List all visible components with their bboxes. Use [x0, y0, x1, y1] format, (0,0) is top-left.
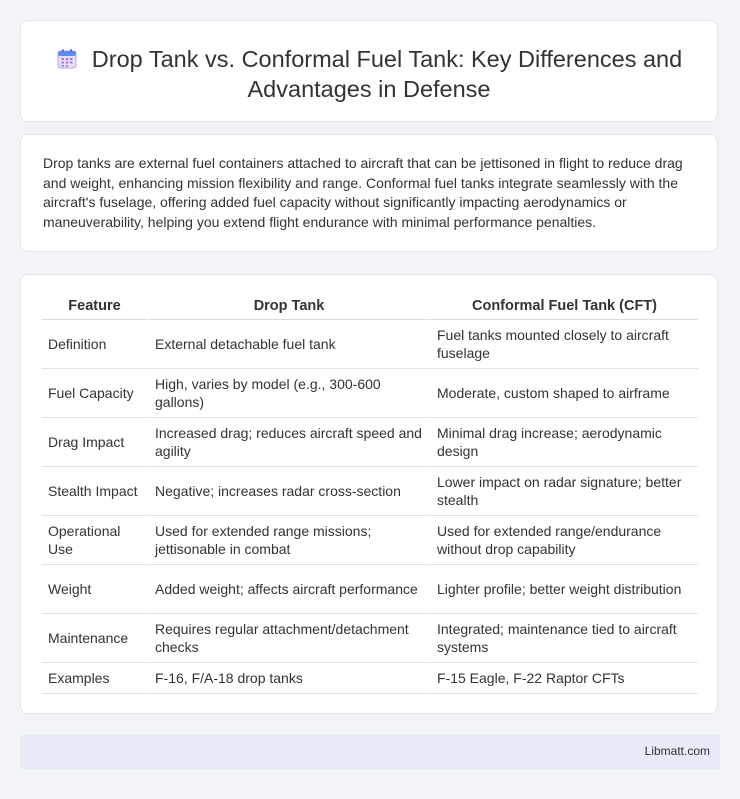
- header-cft: Conformal Fuel Tank (CFT): [429, 291, 698, 320]
- row-drop-tank: Added weight; affects aircraft performance: [147, 565, 429, 614]
- row-drop-tank: Used for extended range missions; jettisonable in combat: [147, 516, 429, 565]
- row-cft: Moderate, custom shaped to airframe: [429, 369, 698, 418]
- comparison-table: [42, 291, 698, 694]
- page-title: [51, 44, 687, 104]
- row-feature: Weight: [42, 565, 147, 614]
- table-row: [42, 614, 698, 663]
- header-drop-tank: Drop Tank: [147, 291, 429, 320]
- header-feature: Feature: [42, 291, 147, 320]
- table-row: [42, 516, 698, 565]
- row-feature: Examples: [42, 663, 147, 694]
- table-row: [42, 320, 698, 369]
- calendar-icon: [56, 47, 78, 69]
- table-header-row: [42, 291, 698, 320]
- row-feature: Maintenance: [42, 614, 147, 663]
- table-row: [42, 467, 698, 516]
- table-row: [42, 663, 698, 694]
- row-drop-tank: High, varies by model (e.g., 300-600 gallons): [147, 369, 429, 418]
- table-row: [42, 369, 698, 418]
- row-drop-tank: Negative; increases radar cross-section: [147, 467, 429, 516]
- row-drop-tank: Requires regular attachment/detachment checks: [147, 614, 429, 663]
- row-cft: Used for extended range/endurance without drop capability: [429, 516, 698, 565]
- intro-text: Drop tanks are external fuel containers attached to aircraft that can be jettisoned in flight to reduce drag and weight, enhancing mission flexibility and range. Conformal fuel tanks integrate seamlessly with the aircraft's fuselage, offering added fuel capacity without significantly impacting aerodynamics or maneuverability, helping you extend flight endurance with minimal performance penalties.: [43, 155, 683, 230]
- row-feature: Stealth Impact: [42, 467, 147, 516]
- row-cft: Lighter profile; better weight distribution: [429, 565, 698, 614]
- footer-bar: [20, 735, 720, 769]
- comparison-card: [20, 274, 718, 714]
- header-card: [20, 20, 718, 122]
- row-feature: Drag Impact: [42, 418, 147, 467]
- page-title-text: Drop Tank vs. Conformal Fuel Tank: Key Differences and Advantages in Defense: [91, 46, 683, 102]
- row-cft: Lower impact on radar signature; better stealth: [429, 467, 698, 516]
- row-feature: Operational Use: [42, 516, 147, 565]
- row-cft: Minimal drag increase; aerodynamic design: [429, 418, 698, 467]
- row-feature: Fuel Capacity: [42, 369, 147, 418]
- row-cft: Fuel tanks mounted closely to aircraft fuselage: [429, 320, 698, 369]
- row-cft: F-15 Eagle, F-22 Raptor CFTs: [429, 663, 698, 694]
- row-cft: Integrated; maintenance tied to aircraft systems: [429, 614, 698, 663]
- row-drop-tank: Increased drag; reduces aircraft speed and agility: [147, 418, 429, 467]
- row-feature: Definition: [42, 320, 147, 369]
- footer-brand[interactable]: Libmatt.com: [644, 744, 710, 758]
- row-drop-tank: F-16, F/A-18 drop tanks: [147, 663, 429, 694]
- intro-card: [20, 134, 718, 252]
- header-title-wrap: [21, 44, 717, 104]
- table-row: [42, 565, 698, 614]
- table-row: [42, 418, 698, 467]
- row-drop-tank: External detachable fuel tank: [147, 320, 429, 369]
